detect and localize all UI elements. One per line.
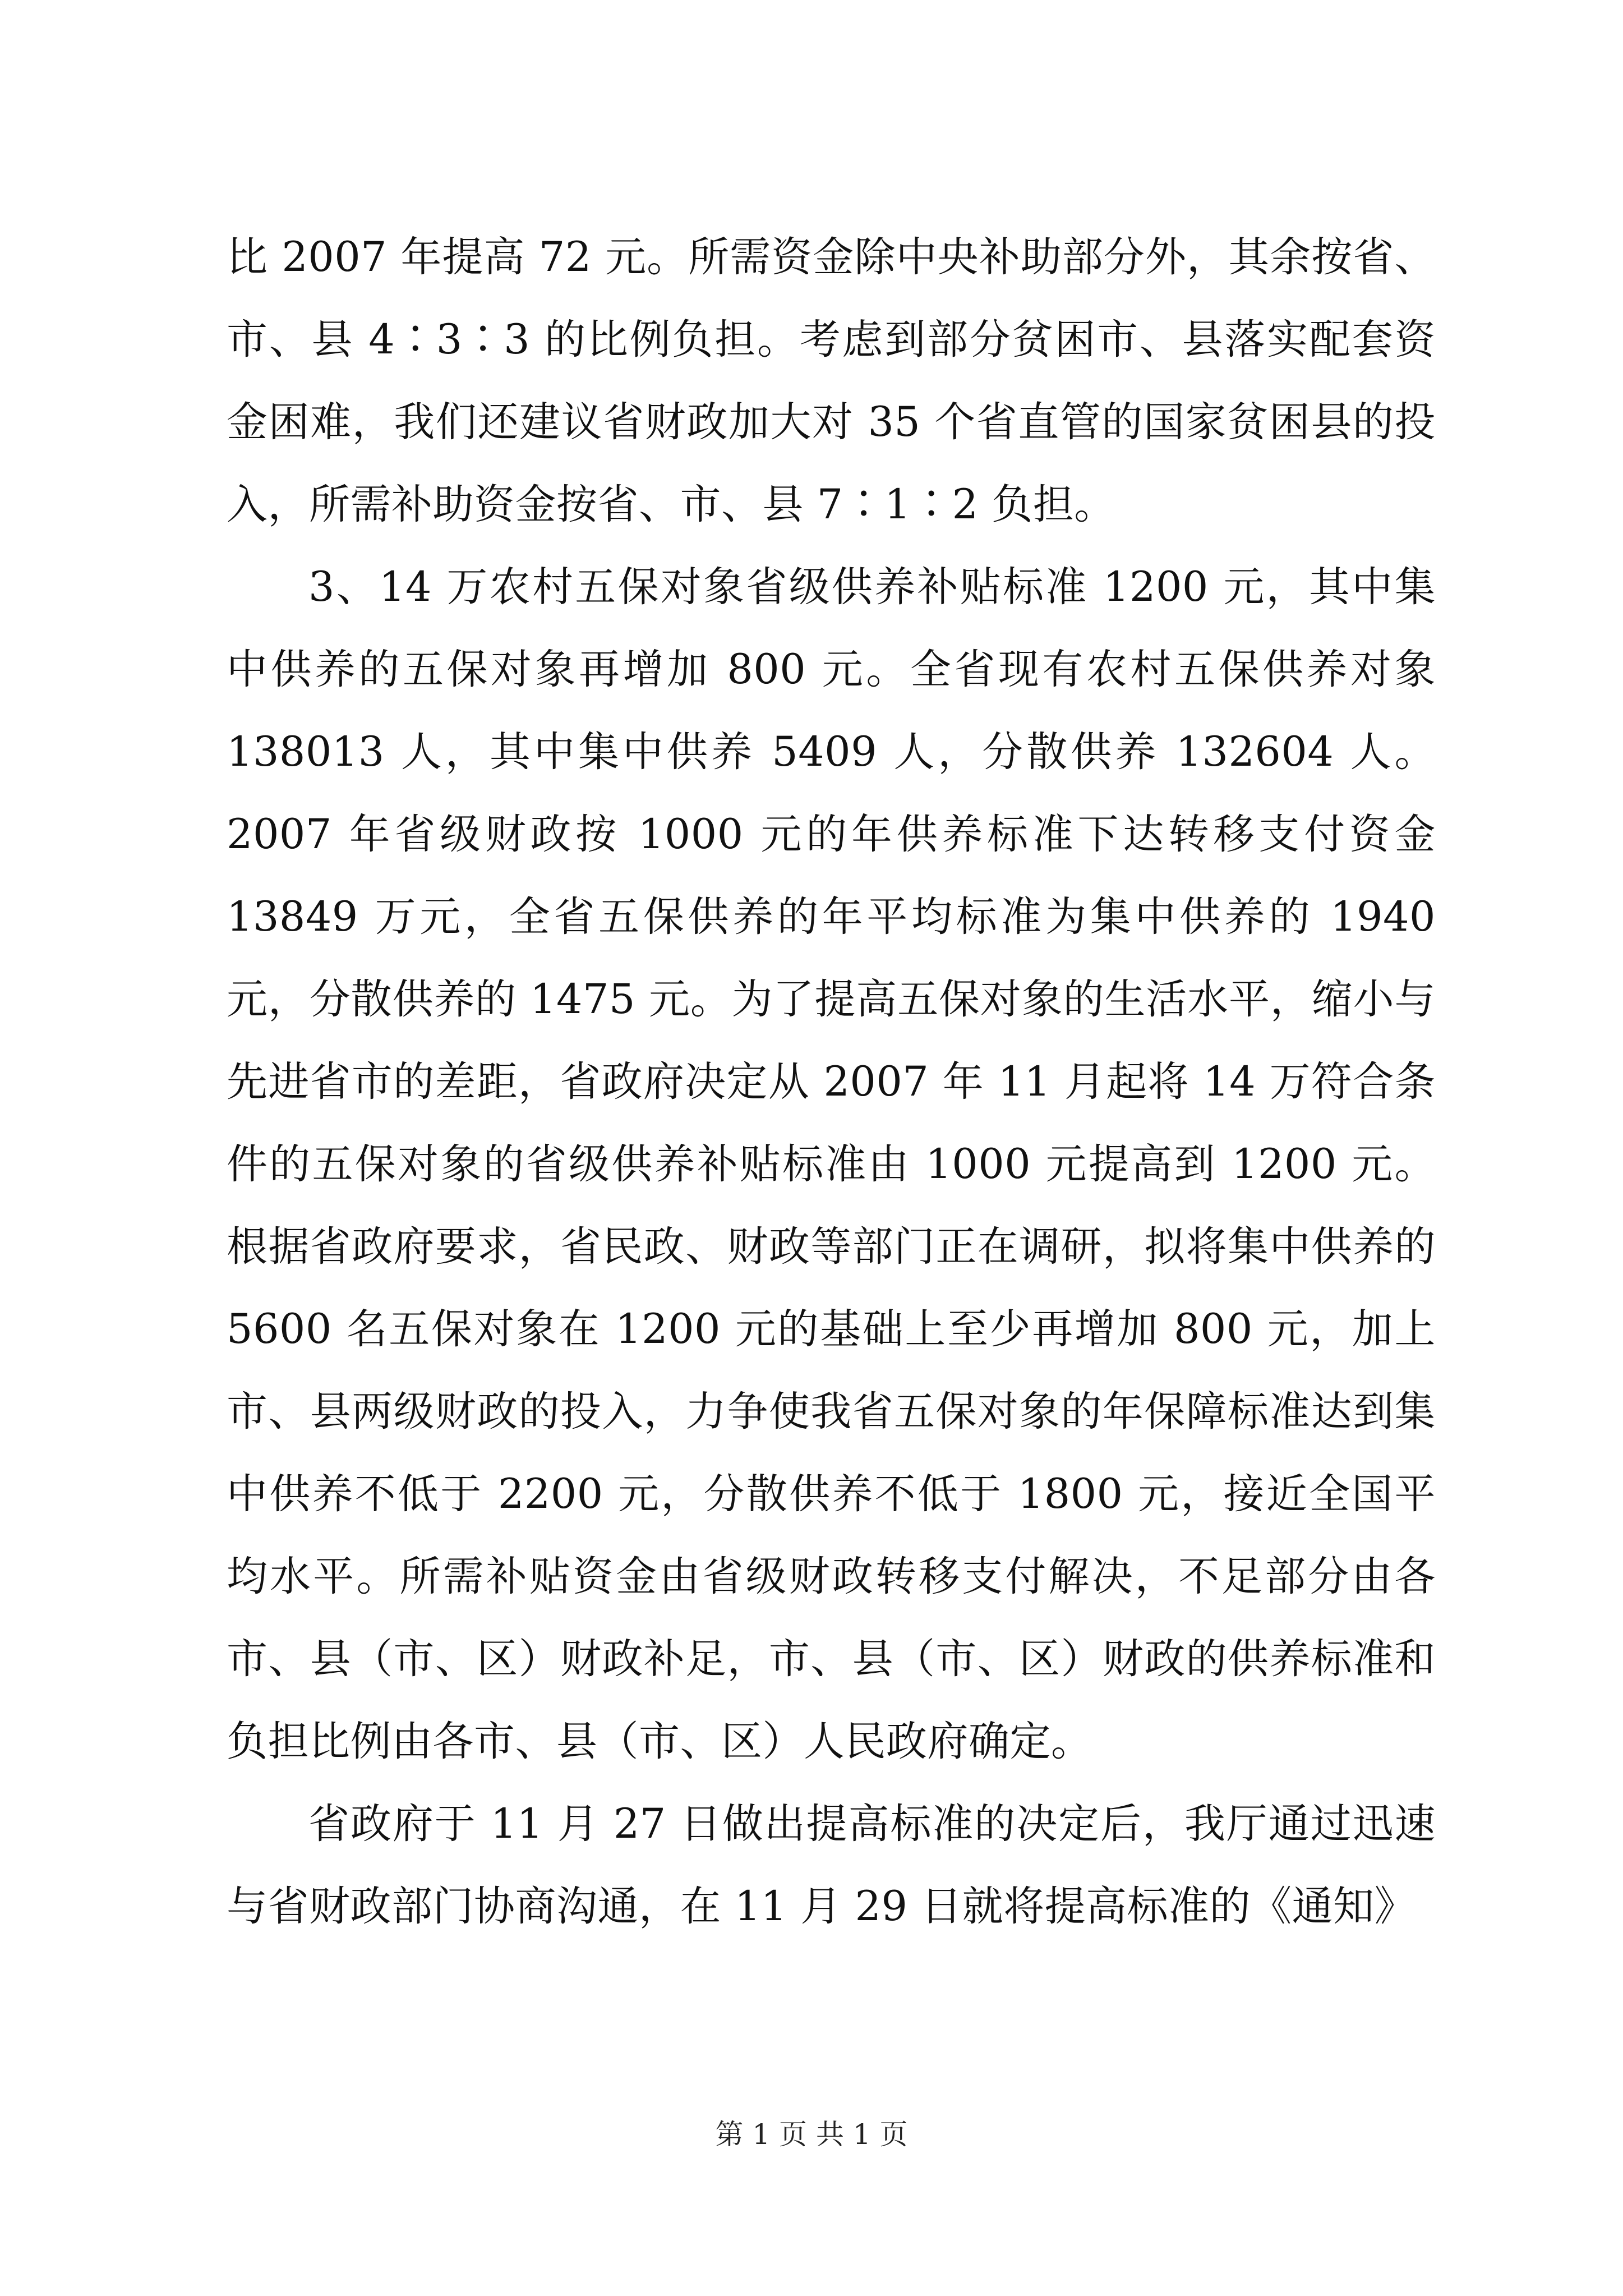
page-footer: 第 1 页 共 1 页 bbox=[715, 2118, 908, 2151]
paragraph-2: 3、14 万农村五保对象省级供养补贴标准 1200 元，其中集中供养的五保对象再增加 800 元。全省现有农村五保供养对象 138013 人，其中集中供养 5409 人，分散供养 132604 人。2007 年省级财政按 1000 元的年供养标准下达转移支付资金 13849 万元，全省五保供养的年平均标准为集中供养的 1940 元，分散供养的 1475 元。为了提高五保对象的生活水平，缩小与先进省市的差距，省政府决定从 2007 年 11 月起将 14 万符合条件的五保对象的省级供养补贴标准由 1000 元提高到 1200 元。根据省政府要求，省民政、财政等部门正在调研，拟将集中供养的 5600 名五保对象在 1200 元的基础上至少再增加 800 元，加上市、县两级财政的投入，力争使我省五保对象的年保障标准达到集中供养不低于 2200 元，分散供养不低于 1800 元，接近全国平均水平。所需补贴资金由省级财政转移支付解决，不足部分由各市、县（市、区）财政补足，市、县（市、区）财政的供养标准和负担比例由各市、县（市、区）人民政府确定。 bbox=[227, 563, 1436, 1765]
paragraph-1: 比 2007 年提高 72 元。所需资金除中央补助部分外，其余按省、市、县 4∶3∶3 的比例负担。考虑到部分贫困市、县落实配套资金困难，我们还建议省财政加大对 35 个省直管的国家贫困县的投入，所需补助资金按省、市、县 7∶1∶2 负担。 bbox=[227, 233, 1436, 528]
paragraph-3: 省政府于 11 月 27 日做出提高标准的决定后，我厅通过迅速与省财政部门协商沟通，在 11 月 29 日就将提高标准的《通知》 bbox=[227, 1800, 1436, 1930]
document-body bbox=[227, 216, 1436, 1948]
